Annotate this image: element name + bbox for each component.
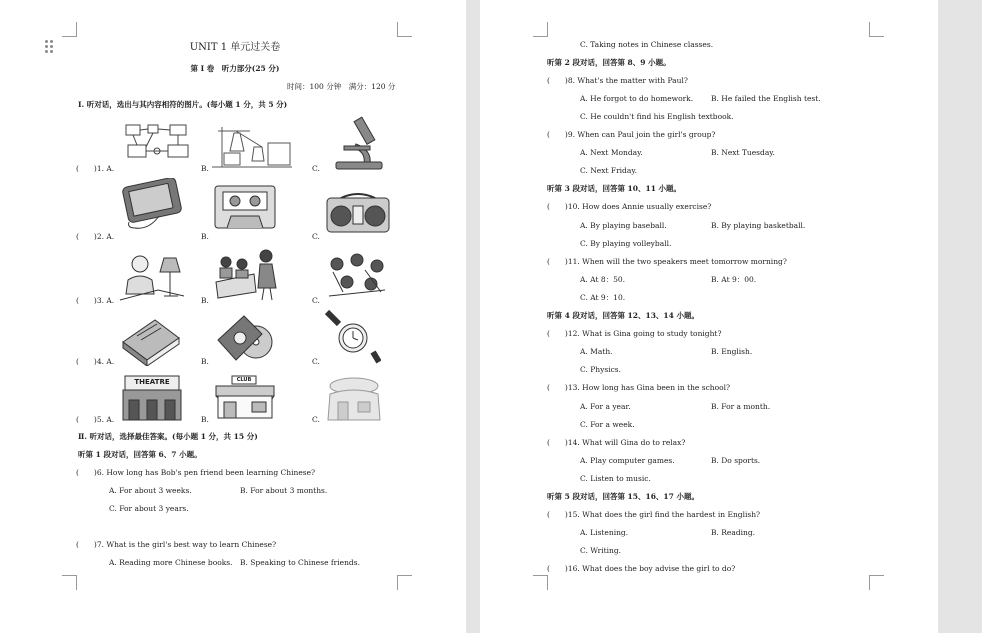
boy-reading-lamp-icon [118,250,186,304]
crop-mark-top-left [533,22,548,37]
q4-label: ( )4. A. [76,357,115,366]
q2-option-b-label: B. [201,232,209,241]
q6-stem: ( )6. How long has Bob's pen friend been learning Chinese? [76,468,316,477]
cassette-tape-icon [213,184,277,230]
q11-option-c: C. At 9：10. [580,293,626,302]
q1-option-c-label: C. [312,164,320,173]
wristwatch-icon [323,308,381,364]
q5-option-c-label: C. [312,415,320,424]
circuit-experiment-icon [124,121,190,163]
q13-stem: ( )13. How long has Gina been in the school? [547,383,731,392]
q8-option-a: A. He forgot to do homework. [580,94,694,103]
q3-option-c-label: C. [312,296,320,305]
q12-option-c: C. Physics. [580,365,622,374]
q13-option-b: B. For a month. [711,402,771,411]
q8-stem: ( )8. What's the matter with Paul? [547,76,688,85]
q15-option-b: B. Reading. [711,528,756,537]
q8-option-c: C. He couldn't find his English textbook. [580,112,734,121]
q11-option-b: B. At 9：00. [711,275,757,284]
section-heading-2: Ⅱ. 听对话，选择最佳答案。(每小题 1 分，共 15 分) [78,432,258,441]
cd-disc-icon [214,312,276,364]
q4-option-b-label: B. [201,357,209,366]
crop-mark-bottom-right [397,575,412,590]
q10-stem: ( )10. How does Annie usually exercise? [547,202,712,211]
q15-option-c: C. Writing. [580,546,622,555]
dialog-5-heading: 听第 5 段对话，回答第 15、16、17 小题。 [547,492,699,501]
q7-option-c: C. Taking notes in Chinese classes. [580,40,714,49]
dialog-2-heading: 听第 2 段对话，回答第 8、9 小题。 [547,58,671,67]
q14-option-a: A. Play computer games. [580,456,675,465]
q3-option-b-label: B. [201,296,209,305]
q16-stem: ( )16. What does the boy advise the girl to do? [547,564,736,573]
q9-stem: ( )9. When can Paul join the girl's group? [547,130,716,139]
q2-label: ( )2. A. [76,232,115,241]
q6-option-a: A. For about 3 weeks. [109,486,192,495]
q13-option-a: A. For a year. [580,402,631,411]
crop-mark-bottom-right [869,575,884,590]
q1-option-b-label: B. [201,164,209,173]
q14-stem: ( )14. What will Gina do to relax? [547,438,686,447]
q2-option-c-label: C. [312,232,320,241]
club-building-icon [214,374,276,420]
q12-stem: ( )12. What is Gina going to study tonight? [547,329,722,338]
teacher-students-icon [212,248,284,302]
section-heading-1: Ⅰ. 听对话，选出与其内容相符的图片。(每小题 1 分，共 5 分) [78,100,288,109]
q14-option-c: C. Listen to music. [580,474,651,483]
microscope-icon [326,114,390,172]
part-heading: 第 Ⅰ 卷 听力部分(25 分) [190,64,280,73]
book-icon [119,316,183,366]
q12-option-b: B. English. [711,347,753,356]
dialog-1-heading: 听第 1 段对话，回答第 6、7 小题。 [78,450,202,459]
crop-mark-top-left [62,22,77,37]
q9-option-c: C. Next Friday. [580,166,637,175]
q7-option-a: A. Reading more Chinese books. [109,558,233,567]
document-page-2 [480,0,938,633]
q10-option-b: B. By playing basketball. [711,221,806,230]
crop-mark-bottom-left [533,575,548,590]
q9-option-a: A. Next Monday. [580,148,643,157]
q3-label: ( )3. A. [76,296,115,305]
group-study-icon [325,252,389,302]
q13-option-c: C. For a week. [580,420,635,429]
club-sign: CLUB [236,377,252,383]
theatre-sign: THEATRE [134,378,170,386]
dialog-3-heading: 听第 3 段对话，回答第 10、11 小题。 [547,184,682,193]
q6-option-b: B. For about 3 months. [240,486,328,495]
document-page-1 [0,0,466,633]
q15-option-a: A. Listening. [580,528,629,537]
q14-option-b: B. Do sports. [711,456,761,465]
tablet-computer-icon [119,178,189,236]
q11-option-a: A. At 8：50. [580,275,626,284]
q1-label: ( )1. A. [76,164,115,173]
q6-option-c: C. For about 3 years. [109,504,189,513]
q9-option-b: B. Next Tuesday. [711,148,775,157]
bookstore-building-icon [324,376,384,422]
q10-option-c: C. By playing volleyball. [580,239,672,248]
q12-option-a: A. Math. [580,347,613,356]
q11-stem: ( )11. When will the two speakers meet tomorrow morning? [547,257,787,266]
page-title: UNIT 1 单元过关卷 [189,42,281,53]
lab-equipment-icon [210,121,294,169]
crop-mark-bottom-left [62,575,77,590]
crop-mark-top-right [869,22,884,37]
q7-option-b: B. Speaking to Chinese friends. [240,558,360,567]
crop-mark-top-right [397,22,412,37]
q8-option-b: B. He failed the English test. [711,94,821,103]
q5-label: ( )5. A. [76,415,115,424]
radio-cassette-player-icon [325,190,391,234]
q5-option-b-label: B. [201,415,209,424]
q15-stem: ( )15. What does the girl find the hardest in English? [547,510,761,519]
q7-stem: ( )7. What is the girl's best way to learn Chinese? [76,540,277,549]
dialog-4-heading: 听第 4 段对话，回答第 12、13、14 小题。 [547,311,699,320]
q10-option-a: A. By playing baseball. [580,221,667,230]
theatre-building-icon [121,374,183,422]
q4-option-c-label: C. [312,357,320,366]
time-info: 时间：100 分钟 满分：120 分 [287,82,396,91]
scrollbar[interactable] [964,0,982,633]
